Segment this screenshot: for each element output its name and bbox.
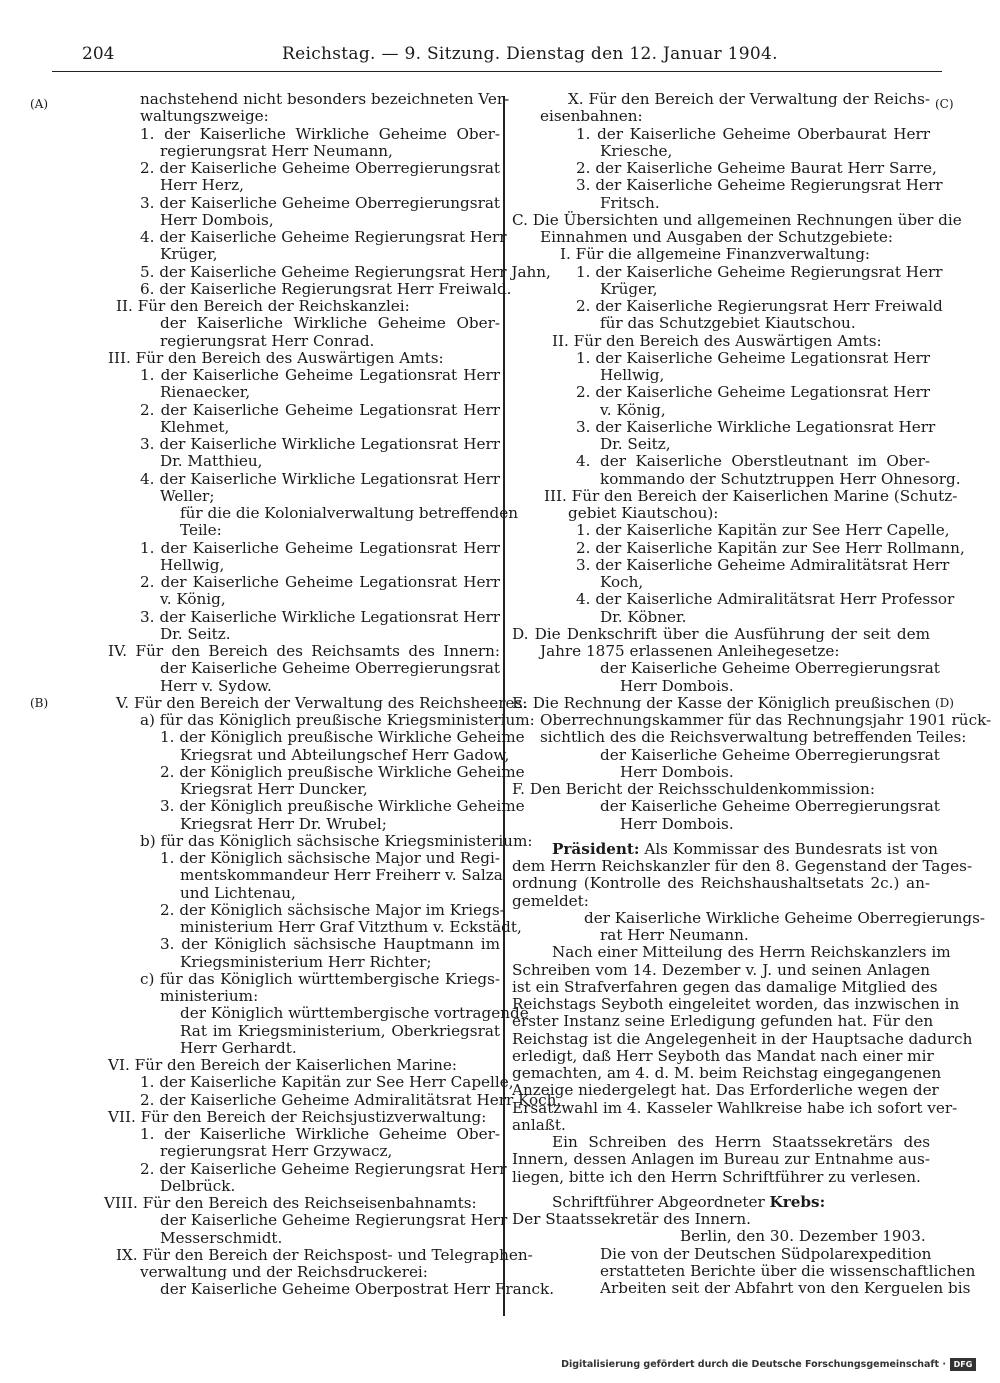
left-line: Krüger, [160, 245, 218, 264]
right-line: Herr Dombois. [620, 676, 734, 695]
left-line: mentskommandeur Herr Freiherr v. Salza [180, 866, 503, 885]
right-line: gemachten, am 4. d. M. beim Reichstag eingegangenen [512, 1064, 942, 1082]
left-line: Teile: [180, 521, 222, 540]
right-line: gebiet Kiautschou): [568, 504, 719, 522]
right-line: Fritsch. [600, 193, 660, 212]
left-line: 6. der Kaiserliche Regierungsrat Herr Freiwald. [140, 279, 512, 298]
left-line: VI. Für den Bereich der Kaiserlichen Marine: [108, 1056, 458, 1074]
right-line: rat Herr Neumann. [600, 926, 749, 944]
right-line: 3. der Kaiserliche Wirkliche Legationsrat Herr [576, 417, 936, 436]
right-line: Kriesche, [600, 141, 673, 160]
left-line: VIII. Für den Bereich des Reichseisenbahnamts: [104, 1194, 477, 1212]
right-line: C. Die Übersichten und allgemeinen Rechnungen über die [512, 210, 962, 229]
right-line: kommando der Schutztruppen Herr Ohnesorg. [600, 469, 961, 488]
speaker-name: Krebs: [769, 1192, 826, 1211]
right-line: 2. der Kaiserliche Kapitän zur See Herr Rollmann, [576, 538, 965, 557]
right-line: 1. der Kaiserliche Geheime Regierungsrat Herr [576, 262, 943, 281]
left-line: v. König, [160, 590, 226, 609]
left-line: 1. der Kaiserliche Geheime Legationsrat Herr [140, 538, 500, 557]
left-line: regierungsrat Herr Neumann, [160, 141, 393, 160]
left-line: der Kaiserliche Geheime Oberregierungsrat [160, 659, 500, 678]
right-line: Nach einer Mitteilung des Herrn Reichskanzlers im [552, 943, 951, 962]
left-line: VII. Für den Bereich der Reichsjustizverwaltung: [108, 1107, 487, 1126]
left-line: der Kaiserliche Geheime Regierungsrat Herr [160, 1211, 508, 1230]
right-column [512, 90, 992, 1297]
left-line: 1. der Kaiserliche Wirkliche Geheime Ober- [140, 1125, 500, 1143]
page-number: 204 [82, 44, 115, 64]
right-line: Einnahmen und Ausgaben der Schutzgebiete: [540, 228, 893, 246]
right-line: F. Den Bericht der Reichsschuldenkommission: [512, 780, 875, 798]
left-line: 1. der Kaiserliche Kapitän zur See Herr Capelle, [140, 1073, 514, 1092]
right-line: erledigt, daß Herr Seyboth das Mandat nach einer mir [512, 1046, 934, 1065]
dfg-logo: DFG [950, 1358, 976, 1371]
right-line: 2. der Kaiserliche Geheime Legationsrat Herr [576, 383, 930, 402]
left-line: 2. der Königlich sächsische Major im Kriegs- [160, 900, 505, 919]
right-line: Dr. Seitz, [600, 435, 671, 453]
right-line: Herr Dombois. [620, 762, 734, 781]
right-line: 4. der Kaiserliche Admiralitätsrat Herr Professor [576, 590, 955, 609]
right-line: D. Die Denkschrift über die Ausführung der seit dem [512, 624, 930, 643]
left-line: 2. der Kaiserliche Geheime Legationsrat Herr [140, 400, 500, 419]
left-line: Dr. Matthieu, [160, 452, 263, 471]
margin-letter-c: (C) [935, 97, 954, 111]
right-line: Der Staatssekretär des Innern. [512, 1210, 751, 1228]
right-line: Herr Dombois. [620, 814, 734, 833]
right-line: 3. der Kaiserliche Geheime Regierungsrat Herr [576, 176, 943, 195]
right-line: anlaßt. [512, 1115, 566, 1134]
margin-letter-a: (A) [30, 97, 49, 111]
left-line: Klehmet, [160, 417, 230, 436]
right-line: sichtlich des die Reichsverwaltung betreffenden Teiles: [540, 728, 967, 747]
right-line: Jahre 1875 erlassenen Anleihegesetze: [540, 642, 840, 660]
right-line: erstatteten Berichte über die wissenschaftlichen [600, 1261, 976, 1280]
right-line: dem Herrn Reichskanzler für den 8. Gegenstand der Tages- [512, 857, 973, 875]
right-line: E. Die Rechnung der Kasse der Königlich preußischen [512, 693, 931, 712]
left-line: verwaltung und der Reichsdruckerei: [140, 1263, 428, 1281]
margin-letter-d: (D) [935, 696, 954, 710]
right-line: Ersatzwahl im 4. Kasseler Wahlkreise habe ich sofort ver- [512, 1098, 958, 1117]
left-line: 3. der Kaiserliche Wirkliche Legationsrat Herr [140, 435, 500, 453]
left-line: regierungsrat Herr Grzywacz, [160, 1142, 393, 1161]
left-line: ministerium Herr Graf Vitzthum v. Eckstädt, [180, 918, 522, 936]
left-line: 4. der Kaiserliche Wirkliche Legationsrat Herr [140, 469, 500, 488]
right-line: ordnung (Kontrolle des Reichshaushaltsetats 2c.) an- [512, 874, 930, 893]
left-line: Rienaecker, [160, 383, 251, 402]
left-line: 1. der Kaiserliche Geheime Legationsrat Herr [140, 366, 500, 384]
right-line: Die von der Deutschen Südpolarexpedition [600, 1244, 932, 1263]
speaker-name: Präsident: [552, 839, 640, 858]
left-line: 1. der Kaiserliche Wirkliche Geheime Ober- [140, 124, 500, 143]
left-line: der Kaiserliche Wirkliche Geheime Ober- [160, 314, 500, 333]
left-line: Kriegsrat und Abteilungschef Herr Gadow, [180, 745, 510, 764]
left-line: 2. der Kaiserliche Geheime Admiralitätsrat Herr Koch. [140, 1090, 562, 1109]
left-line: Messerschmidt. [160, 1228, 283, 1247]
right-line: 2. der Kaiserliche Regierungsrat Herr Freiwald [576, 297, 943, 315]
left-line: 2. der Kaiserliche Geheime Legationsrat Herr [140, 573, 500, 591]
left-line: für die die Kolonialverwaltung betreffenden [180, 504, 518, 522]
left-line: 1. der Königlich sächsische Major und Regi- [160, 849, 500, 867]
left-line: Herr Herz, [160, 176, 244, 195]
right-line: Dr. Köbner. [600, 607, 687, 626]
right-line: 1. der Kaiserliche Geheime Legationsrat Herr [576, 348, 930, 367]
left-line: 1. der Königlich preußische Wirkliche Geheime [160, 728, 525, 747]
right-line: Reichstag ist die Angelegenheit in der Hauptsache dadurch [512, 1029, 973, 1048]
right-line: ist ein Strafverfahren gegen das damalige Mitglied des [512, 977, 938, 996]
left-line: c) für das Königlich württembergische Kriegs- [140, 969, 500, 988]
left-line: Rat im Kriegsministerium, Oberkriegsrat [180, 1021, 500, 1040]
left-line: Hellwig, [160, 555, 225, 574]
right-line: liegen, bitte ich den Herrn Schriftführer zu verlesen. [512, 1167, 921, 1186]
left-line: und Lichtenau, [180, 883, 296, 902]
left-line: IX. Für den Bereich der Reichspost- und Telegraphen- [116, 1245, 533, 1264]
right-line: Reichstags Seyboth eingeleitet worden, das inzwischen in [512, 995, 960, 1013]
right-line: Oberrechnungskammer für das Rechnungsjahr 1901 rück- [540, 711, 992, 729]
left-line: V. Für den Bereich der Verwaltung des Reichsheeres: [116, 693, 528, 712]
right-line: gemeldet: [512, 891, 589, 910]
left-line: b) für das Königlich sächsische Kriegsministerium: [140, 831, 533, 850]
right-line: Anzeige niedergelegt hat. Das Erforderliche wegen der [512, 1081, 939, 1100]
left-line: 5. der Kaiserliche Geheime Regierungsrat Herr Jahn, [140, 262, 551, 281]
left-line: 3. der Königlich sächsische Hauptmann im [160, 935, 500, 954]
running-head: Reichstag. — 9. Sitzung. Dienstag den 12. Januar 1904. [282, 44, 778, 64]
right-line: der Kaiserliche Wirkliche Geheime Oberregierungs- [584, 908, 986, 927]
left-line: Kriegsrat Herr Duncker, [180, 780, 368, 798]
left-line: Herr Gerhardt. [180, 1038, 297, 1057]
right-line: Arbeiten seit der Abfahrt von den Kerguelen bis [600, 1279, 971, 1297]
left-line: der Kaiserliche Geheime Oberpostrat Herr Franck. [160, 1280, 555, 1299]
left-line: III. Für den Bereich des Auswärtigen Amts: [108, 348, 444, 367]
right-line: II. Für den Bereich des Auswärtigen Amts: [552, 331, 882, 350]
left-line: 2. der Königlich preußische Wirkliche Geheime [160, 762, 525, 781]
right-line: 4. der Kaiserliche Oberstleutnant im Ober- [576, 452, 930, 471]
right-line: Krüger, [600, 279, 658, 298]
left-line: a) für das Königlich preußische Kriegsministerium: [140, 711, 535, 729]
left-line: Delbrück. [160, 1176, 236, 1195]
right-line: für das Schutzgebiet Kiautschou. [600, 314, 856, 333]
page-header [82, 44, 928, 70]
left-line: Herr Dombois, [160, 210, 274, 229]
right-line: Präsident: Als Kommissar des Bundesrats ist von [552, 839, 938, 858]
right-line: Schreiben vom 14. Dezember v. J. und seinen Anlagen [512, 960, 930, 979]
right-line: III. Für den Bereich der Kaiserlichen Marine (Schutz- [544, 486, 958, 505]
left-line: 3. der Königlich preußische Wirkliche Geheime [160, 797, 525, 816]
right-line: Hellwig, [600, 366, 665, 384]
footer-text: Digitalisierung gefördert durch die Deutsche Forschungsgemeinschaft · [561, 1359, 946, 1370]
left-line: II. Für den Bereich der Reichskanzlei: [116, 297, 410, 315]
right-line: X. Für den Bereich der Verwaltung der Reichs- [568, 90, 930, 108]
right-line: der Kaiserliche Geheime Oberregierungsrat [600, 745, 940, 764]
right-line: 2. der Kaiserliche Geheime Baurat Herr Sarre, [576, 159, 937, 177]
left-line: 3. der Kaiserliche Geheime Oberregierungsrat [140, 193, 500, 212]
right-line: I. Für die allgemeine Finanzverwaltung: [560, 245, 871, 264]
left-line: 2. der Kaiserliche Geheime Regierungsrat Herr [140, 1159, 507, 1178]
left-line: Dr. Seitz. [160, 624, 231, 643]
left-line: Kriegsministerium Herr Richter; [180, 952, 432, 971]
left-line: Herr v. Sydow. [160, 676, 272, 695]
right-line: Berlin, den 30. Dezember 1903. [680, 1227, 926, 1246]
right-line: Ein Schreiben des Herrn Staatssekretärs des [552, 1133, 930, 1151]
right-line: eisenbahnen: [540, 107, 643, 126]
right-line: der Kaiserliche Geheime Oberregierungsrat [600, 659, 940, 678]
left-line: Kriegsrat Herr Dr. Wrubel; [180, 814, 387, 833]
left-line: waltungszweige: [140, 107, 269, 126]
footer [561, 1358, 976, 1371]
right-line: der Kaiserliche Geheime Oberregierungsrat [600, 797, 940, 816]
right-line: 3. der Kaiserliche Geheime Admiralitätsrat Herr [576, 555, 950, 574]
right-line: v. König, [600, 400, 666, 419]
left-line: 4. der Kaiserliche Geheime Regierungsrat Herr [140, 228, 507, 246]
left-line: nachstehend nicht besonders bezeichneten Ver- [140, 90, 510, 108]
left-line: IV. Für den Bereich des Reichsamts des Innern: [108, 642, 500, 660]
left-line: der Königlich württembergische vortragende [180, 1004, 529, 1023]
left-line: 2. der Kaiserliche Geheime Oberregierungsrat [140, 159, 500, 177]
left-line: 3. der Kaiserliche Wirkliche Legationsrat Herr [140, 607, 500, 626]
right-line: erster Instanz seine Erledigung gefunden hat. Für den [512, 1012, 934, 1031]
right-line: Innern, dessen Anlagen im Bureau zur Entnahme aus- [512, 1150, 930, 1169]
margin-letter-b: (B) [30, 696, 49, 710]
right-line: Schriftführer Abgeordneter Krebs: [552, 1192, 826, 1211]
left-line: regierungsrat Herr Conrad. [160, 331, 375, 350]
header-rule [52, 71, 942, 72]
right-line: Koch, [600, 573, 644, 591]
left-line: ministerium: [160, 987, 259, 1005]
right-line: 1. der Kaiserliche Geheime Oberbaurat Herr [576, 124, 930, 143]
right-line: 1. der Kaiserliche Kapitän zur See Herr Capelle, [576, 521, 950, 540]
left-line: Weller; [160, 486, 215, 505]
